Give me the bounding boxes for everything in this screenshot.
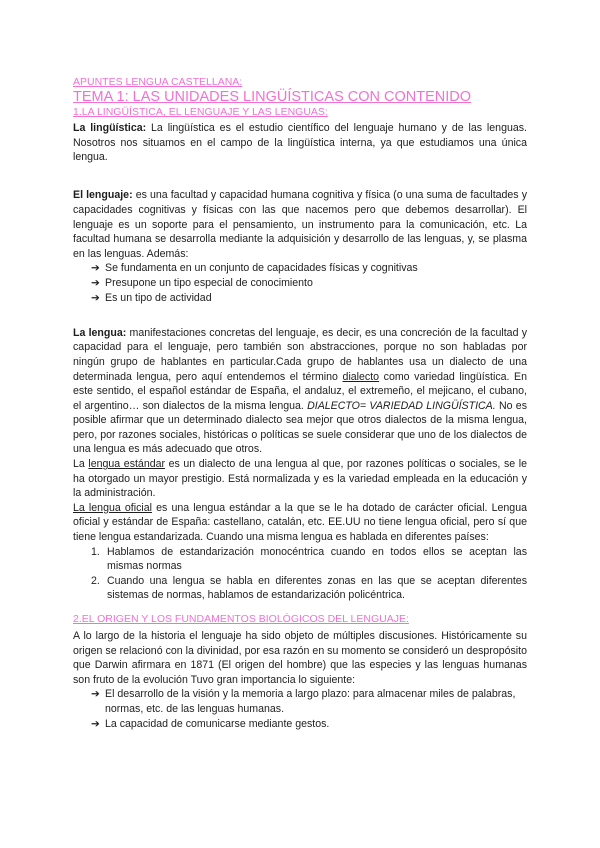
lenguaje-term: El lenguaje:	[73, 189, 133, 202]
lengua-paragraph: La lengua: manifestaciones concretas del lenguaje, es decir, es una concreción de la facultad y capacidad para el lenguaje, pero también son abstracciones, porque no son habladas por ningún grupo de hablantes en particular.Cada grupo de hablantes usa un dialecto de una determinada lengua, pero aquí entendemos el término dialecto como variedad lingüística. En este sentido, el español estándar de España, el andaluz, el extremeño, el mejicano, el cubano, el argentino… son dialectos de la misma lengua. DIALECTO= VARIEDAD LINGÜÍSTICA. No es posible afirmar que un determinado dialecto sea mejor que otros dialectos de la misma lengua, pero, por razones sociales, históricas o políticas se suele considerar que uno de los dialectos de una lengua es más adecuado que otros.	[73, 326, 528, 456]
estandar-paragraph: La lengua estándar es un dialecto de una lengua al que, por razones políticas o sociales, se le ha otorgado un mayor prestigio. Está normalizada y es la variedad empleada en la educación y la administración.	[73, 458, 527, 500]
list-item: 2. Cuando una lengua se habla en diferentes zonas en las que se aceptan diferentes sistemas de normas, hablamos de estandarización policéntrica.	[91, 574, 527, 602]
linguistica-term: La lingüística:	[73, 122, 147, 134]
lenguaje-paragraph	[73, 188, 527, 261]
origen-paragraph: A lo largo de la historia el lenguaje ha sido objeto de múltiples discusiones. Históricamente su origen se relacionó con la divinidad, por esa razón en su momento se consideró un despropósito que Darwin afirmara en 1871 (El origen del hombre) que las especies y las lenguas humanas son fruto de la evolución Tuvo gran importancia lo siguiente:	[73, 630, 527, 686]
linguistica-paragraph	[73, 121, 527, 165]
arrow-right-icon: ➔	[91, 717, 100, 730]
linguistica-text: La lingüística es el estudio científico del lenguaje humano y de las lenguas. Nosotros nos situamos en el campo de la lingüística interna, ya que estudiamos una única lengua.	[73, 122, 527, 164]
section2-heading: 2.EL ORIGEN Y LOS FUNDAMENTOS BIOLÓGICOS DEL LENGUAJE:	[73, 613, 409, 625]
lenguaje-text: es una facultad y capacidad humana cognitiva y física (o una suma de facultades y capacidades cognitivas y físicas con las que nacemos pero que debemos desarrollar). El lenguaje es un soporte para el pensamiento, un instrumento para la comunicación, etc. La facultad humana se desarrolla mediante la adquisición y desarrollo de las lenguas, y, se plasma en las lenguas. Además:	[73, 189, 527, 260]
lengua-term: La lengua:	[73, 326, 127, 339]
oficial-paragraph: La lengua oficial es una lengua estándar a la que se le ha dotado de carácter oficial. Lengua oficial y estándar de España: castellano, catalán, etc. EE.UU no tiene lengua oficial, pero sí que tiene lengua estandarizada. Cuando una misma lengua es hablada en diferentes países:	[73, 501, 527, 544]
list-item: ➔ Es un tipo de actividad	[91, 291, 212, 304]
arrow-right-icon: ➔	[91, 276, 100, 289]
theme-title: TEMA 1: LAS UNIDADES LINGÜÍSTICAS CON CONTENIDO	[73, 89, 472, 105]
estandar-term: lengua estándar	[88, 458, 166, 471]
subject-heading: APUNTES LENGUA CASTELLANA:	[73, 76, 243, 88]
dialecto-formula: DIALECTO= VARIEDAD LINGÜÍSTICA.	[307, 399, 496, 412]
list-item: ➔ La capacidad de comunicarse mediante gestos.	[91, 717, 330, 730]
list-item: ➔ Presupone un tipo especial de conocimiento	[91, 276, 313, 289]
list-item: ➔ Se fundamenta en un conjunto de capacidades físicas y cognitivas	[91, 262, 418, 275]
arrow-right-icon: ➔	[91, 688, 100, 701]
lenguaje-list	[73, 261, 527, 305]
list-item: ➔ El desarrollo de la visión y la memoria a largo plazo: para almacenar miles de palabras, normas, etc. de las lenguas humanas.	[91, 688, 516, 715]
estandarizacion-list	[73, 545, 527, 603]
list-item: 1. Hablamos de estandarización monocéntrica cuando en todos ellos se aceptan las mismas normas	[91, 545, 527, 573]
document-page	[73, 76, 527, 731]
oficial-term: La lengua oficial	[73, 501, 152, 514]
arrow-right-icon: ➔	[91, 262, 100, 275]
section1-heading: 1.LA LINGÜÍSTICA, EL LENGUAJE Y LAS LENGUAS:	[73, 106, 328, 118]
arrow-right-icon: ➔	[91, 291, 100, 304]
dialecto-term: dialecto	[342, 370, 380, 383]
origen-list	[73, 687, 527, 731]
